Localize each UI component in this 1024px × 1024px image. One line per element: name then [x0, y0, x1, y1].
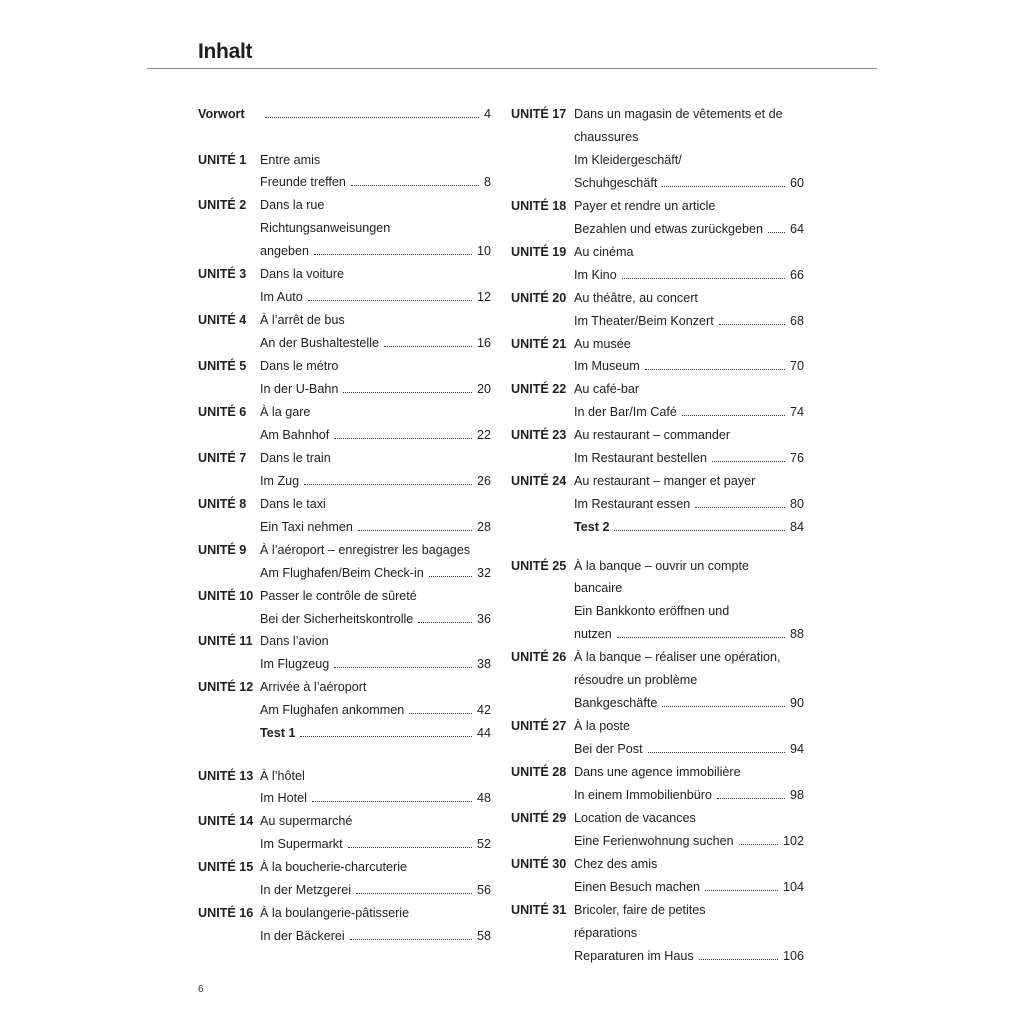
dot-leader [356, 892, 472, 894]
entry-title: In der Bar/Im Café [574, 405, 677, 420]
toc-entry-german [260, 517, 491, 537]
entry-title: In einem Immobilienbüro [574, 788, 712, 802]
dot-leader [719, 323, 785, 325]
unit-german-title-line [511, 150, 804, 170]
unit-french-title-line [198, 540, 491, 560]
page-number: 6 [198, 984, 204, 995]
dot-leader [622, 277, 785, 279]
unit-label: UNITÉ 30 [511, 856, 567, 871]
toc-entry-german [260, 425, 491, 445]
entry-page-number: 44 [476, 726, 491, 741]
toc-entry-german [574, 356, 804, 376]
entry-page-number: 94 [789, 742, 804, 757]
dot-leader [312, 800, 472, 802]
dot-leader [308, 299, 472, 301]
entry-title: Bei der Post [574, 742, 643, 757]
unit-label: UNITÉ 28 [511, 765, 567, 780]
toc-entry-german [260, 926, 491, 946]
toc-entry-german [574, 693, 804, 713]
unit-german-title-line [511, 601, 804, 621]
unit-german-title-line [511, 402, 804, 422]
unit-label: UNITÉ 9 [198, 542, 247, 557]
unit-german-title: Richtungsanweisungen [260, 221, 391, 236]
entry-page-number: 38 [476, 657, 491, 672]
entry-page-number: 26 [476, 473, 491, 488]
unit-german-title-line [511, 946, 804, 966]
unit-french-title: Au musée [574, 336, 631, 351]
dot-leader [682, 414, 785, 416]
unit-label: UNITÉ 14 [198, 814, 254, 829]
entry-page-number: 80 [789, 497, 804, 512]
toc-entry-german [574, 877, 804, 897]
unit-german-title-line [198, 654, 491, 674]
unit-french-title: Dans la voiture [260, 267, 344, 282]
unit-label: UNITÉ 19 [511, 244, 567, 259]
entry-page-number: 10 [476, 244, 491, 259]
unit-french-title: Au café-bar [574, 382, 640, 397]
entry-title: Im Auto [260, 290, 303, 305]
entry-page-number: 28 [476, 519, 491, 534]
dot-leader [384, 345, 472, 347]
unit-french-title: À l’hôtel [260, 768, 305, 783]
unit-label: UNITÉ 5 [198, 359, 247, 374]
unit-german-title-line [198, 609, 491, 629]
entry-page-number: 42 [476, 703, 491, 718]
unit-german-title-line [511, 311, 804, 331]
unit-french-title-line [198, 448, 491, 468]
toc-entry-german [260, 287, 491, 307]
unit-french-title-line [511, 425, 804, 445]
dot-leader [334, 437, 472, 439]
toc-entry-german [260, 834, 491, 854]
unit-french-title-line [198, 195, 491, 215]
dot-leader [705, 889, 778, 891]
entry-page-number: 76 [789, 451, 804, 466]
unit-label: UNITÉ 15 [198, 860, 254, 875]
entry-page-number: 48 [476, 791, 491, 806]
unit-french-title: Dans le train [260, 450, 331, 465]
toc-entry-test [260, 723, 491, 743]
unit-french-title-line [198, 494, 491, 514]
toc-entry-german [260, 609, 491, 629]
unit-french-title: Dans une agence immobilière [574, 765, 741, 780]
dot-leader [429, 575, 472, 577]
unit-french-title-line [511, 242, 804, 262]
unit-french-title-line [511, 900, 804, 920]
dot-leader [717, 797, 785, 799]
unit-french-title: Dans le métro [260, 359, 339, 374]
entry-title: Test 1 [260, 726, 296, 741]
unit-french-title: À la gare [260, 404, 311, 419]
unit-french-title-line [511, 196, 804, 216]
unit-french-title-line [198, 766, 491, 786]
unit-french-title: À l’aéroport – enregistrer les bagages [260, 542, 471, 557]
unit-label: UNITÉ 21 [511, 336, 567, 351]
unit-label: UNITÉ 25 [511, 558, 567, 573]
entry-page-number: 8 [483, 175, 491, 190]
unit-french-title: À l’arrêt de bus [260, 313, 345, 328]
entry-page-number: 12 [476, 290, 491, 305]
unit-label: UNITÉ 31 [511, 902, 567, 917]
toc-entry-preface [260, 104, 491, 124]
dot-leader [695, 506, 785, 508]
unit-french-title: Dans l’avion [260, 634, 329, 649]
entry-title: Bezahlen und etwas zurückgeben [574, 221, 764, 236]
unit-german-title-line [511, 219, 804, 239]
unit-french-title: À la banque – réaliser une opération, [574, 650, 781, 665]
entry-page-number: 36 [476, 611, 491, 626]
unit-french-title-line [511, 556, 804, 576]
toc-entry-german [260, 880, 491, 900]
entry-title: Im Theater/Beim Konzert [574, 313, 714, 328]
entry-title: Einen Besuch machen [574, 879, 701, 894]
toc-entry-german [574, 311, 804, 331]
unit-german-title-line [198, 379, 491, 399]
dot-leader [617, 636, 785, 638]
unit-french-title-line [511, 288, 804, 308]
entry-title: An der Bushaltestelle [260, 336, 380, 351]
unit-german-title-line [198, 172, 491, 192]
entry-title: Am Flughafen ankommen [260, 703, 405, 718]
unit-french-title-line [511, 127, 804, 147]
dot-leader [348, 846, 472, 848]
unit-french-title-line [198, 402, 491, 422]
toc-line [198, 723, 491, 743]
entry-page-number: 66 [789, 267, 804, 282]
unit-german-title-line [198, 788, 491, 808]
unit-french-title: Au supermarché [260, 814, 353, 829]
unit-french-title-line [198, 586, 491, 606]
entry-title: Am Flughafen/Beim Check-in [260, 565, 424, 580]
entry-title: Eine Ferienwohnung suchen [574, 833, 734, 848]
unit-french-title-line [198, 857, 491, 877]
unit-french-title-line [198, 356, 491, 376]
entry-title: Test 2 [574, 520, 610, 535]
unit-german-title-line [198, 241, 491, 261]
dot-leader [265, 116, 479, 118]
unit-french-title: Location de vacances [574, 810, 696, 825]
entry-page-number: 106 [782, 948, 804, 963]
dot-leader [409, 712, 472, 714]
toc-entry-german [260, 241, 491, 261]
unit-french-title: réparations [574, 925, 638, 940]
dot-leader [648, 751, 785, 753]
unit-label: UNITÉ 16 [198, 906, 254, 921]
entry-title: Im Museum [574, 359, 640, 374]
entry-page-number: 16 [476, 336, 491, 351]
unit-french-title-line [198, 310, 491, 330]
preface-label: Vorwort [198, 107, 245, 121]
unit-french-title: chaussures [574, 129, 639, 144]
unit-label: UNITÉ 23 [511, 428, 567, 443]
entry-title: Bankgeschäfte [574, 696, 658, 711]
unit-german-title-line [198, 333, 491, 353]
unit-french-title: À la poste [574, 719, 631, 734]
unit-french-title: Au cinéma [574, 244, 634, 259]
toc-entry-german [574, 448, 804, 468]
unit-german-title-line [511, 831, 804, 851]
unit-french-title: Dans la rue [260, 198, 325, 213]
unit-label: UNITÉ 3 [198, 267, 247, 282]
unit-german-title-line [198, 218, 491, 238]
unit-french-title: Arrivée à l’aéroport [260, 680, 367, 695]
unit-german-title-line [198, 471, 491, 491]
entry-title: Schuhgeschäft [574, 175, 658, 190]
unit-label: UNITÉ 2 [198, 198, 247, 213]
unit-german-title: Ein Bankkonto eröffnen und [574, 604, 730, 619]
unit-french-title: Au théâtre, au concert [574, 290, 698, 305]
dot-leader [300, 735, 472, 737]
toc-entry-test [574, 517, 804, 537]
toc-entry-german [574, 785, 804, 805]
toc-entry-german [260, 471, 491, 491]
unit-french-title: Au restaurant – manger et payer [574, 474, 756, 489]
entry-title: In der Bäckerei [260, 929, 345, 944]
unit-french-title: À la banque – ouvrir un compte [574, 558, 750, 573]
unit-french-title: bancaire [574, 581, 623, 596]
entry-page-number: 102 [782, 833, 804, 848]
toc-entry-german [260, 379, 491, 399]
entry-page-number: 98 [789, 788, 804, 802]
entry-title: Reparaturen im Haus [574, 948, 694, 963]
entry-page-number: 88 [789, 627, 804, 642]
dot-leader [699, 958, 778, 960]
toc-entry-german [574, 831, 804, 851]
entry-title: Im Restaurant essen [574, 497, 691, 512]
unit-german-title-line [198, 700, 491, 720]
unit-label: UNITÉ 1 [198, 152, 247, 167]
unit-german-title-line [511, 785, 804, 805]
unit-french-title-line [511, 923, 804, 943]
toc-line [511, 517, 804, 537]
unit-french-title: Chez des amis [574, 856, 658, 871]
entry-title: Bei der Sicherheitskontrolle [260, 611, 414, 626]
toc-entry-german [574, 402, 804, 422]
unit-french-title-line [511, 471, 804, 491]
unit-label: UNITÉ 8 [198, 496, 247, 511]
entry-title: In der U-Bahn [260, 382, 339, 396]
unit-german-title-line [511, 173, 804, 193]
entry-page-number: 56 [476, 883, 491, 898]
entry-title: Freunde treffen [260, 175, 346, 190]
unit-french-title-line [198, 677, 491, 697]
unit-french-title: Dans le taxi [260, 496, 326, 511]
entry-page-number: 52 [476, 837, 491, 852]
toc-entry-german [260, 563, 491, 583]
unit-label: UNITÉ 17 [511, 107, 567, 121]
unit-label: UNITÉ 11 [198, 634, 253, 649]
dot-leader [351, 184, 479, 186]
toc-entry-german [574, 265, 804, 285]
unit-french-title-line [198, 631, 491, 651]
unit-label: UNITÉ 12 [198, 680, 254, 695]
unit-french-title-line [511, 578, 804, 598]
unit-french-title: À la boucherie-charcuterie [260, 860, 408, 875]
entry-title: Im Restaurant bestellen [574, 451, 708, 466]
unit-french-title-line [511, 104, 804, 124]
entry-title: Im Kino [574, 267, 617, 282]
unit-french-title: Bricoler, faire de petites [574, 902, 706, 917]
unit-label: UNITÉ 20 [511, 290, 567, 305]
dot-leader [358, 529, 472, 531]
unit-german-title-line [198, 834, 491, 854]
unit-french-title: Entre amis [260, 152, 321, 167]
unit-german-title-line [511, 877, 804, 897]
unit-german-title-line [511, 265, 804, 285]
toc-entry-german [574, 946, 804, 966]
toc-entry-german [574, 624, 804, 644]
dot-leader [662, 705, 785, 707]
toc-entry-german [260, 654, 491, 674]
entry-page-number: 84 [789, 520, 804, 535]
toc-entry-german [574, 173, 804, 193]
unit-german-title-line [198, 880, 491, 900]
unit-french-title-line [511, 854, 804, 874]
unit-german-title-line [198, 517, 491, 537]
dot-leader [350, 938, 472, 940]
toc-entry-german [260, 333, 491, 353]
toc-entry-german [260, 788, 491, 808]
dot-leader [614, 529, 785, 531]
toc-entry-german [574, 494, 804, 514]
unit-french-title-line [511, 762, 804, 782]
entry-title: Im Hotel [260, 791, 307, 806]
unit-french-title-line [511, 334, 804, 354]
unit-french-title-line [511, 670, 804, 690]
entry-page-number: 104 [782, 879, 804, 894]
entry-title: Am Bahnhof [260, 427, 330, 442]
unit-french-title: À la boulangerie-pâtisserie [260, 906, 410, 921]
entry-title: Im Supermarkt [260, 837, 343, 852]
dot-leader [334, 666, 472, 668]
unit-french-title-line [198, 150, 491, 170]
unit-french-title: résoudre un problème [574, 673, 698, 688]
entry-page-number: 4 [483, 107, 491, 121]
unit-french-title-line [511, 379, 804, 399]
unit-label: UNITÉ 27 [511, 719, 567, 734]
unit-label: UNITÉ 24 [511, 474, 567, 489]
unit-french-title: Passer le contrôle de sûreté [260, 588, 417, 603]
dot-leader [645, 368, 785, 370]
entry-page-number: 74 [789, 405, 804, 420]
title-divider [147, 68, 877, 69]
entry-page-number: 64 [789, 221, 804, 236]
toc-entry-german [260, 700, 491, 720]
unit-german-title-line [511, 494, 804, 514]
unit-german-title-line [511, 624, 804, 644]
toc-line [198, 104, 491, 124]
dot-leader [418, 621, 472, 623]
unit-label: UNITÉ 26 [511, 650, 567, 665]
unit-label: UNITÉ 10 [198, 588, 254, 603]
entry-title: Im Zug [260, 473, 300, 488]
unit-french-title-line [198, 903, 491, 923]
unit-french-title-line [511, 716, 804, 736]
entry-title: In der Metzgerei [260, 883, 351, 898]
dot-leader [739, 843, 778, 845]
entry-page-number: 20 [476, 382, 491, 396]
unit-german-title-line [198, 287, 491, 307]
entry-page-number: 70 [789, 359, 804, 374]
unit-german-title-line [511, 693, 804, 713]
toc-entry-german [260, 172, 491, 192]
entry-title: Ein Taxi nehmen [260, 519, 353, 534]
entry-page-number: 90 [789, 696, 804, 711]
unit-german-title-line [511, 356, 804, 376]
unit-label: UNITÉ 7 [198, 450, 247, 465]
unit-label: UNITÉ 4 [198, 313, 247, 328]
unit-german-title-line [511, 739, 804, 759]
toc-entry-german [574, 219, 804, 239]
entry-page-number: 60 [789, 175, 804, 190]
dot-leader [662, 185, 785, 187]
unit-label: UNITÉ 13 [198, 768, 254, 783]
unit-french-title: Payer et rendre un article [574, 198, 716, 213]
unit-french-title-line [511, 808, 804, 828]
unit-german-title-line [511, 448, 804, 468]
unit-label: UNITÉ 22 [511, 382, 567, 397]
toc-entry-german [574, 739, 804, 759]
unit-german-title-line [198, 926, 491, 946]
unit-french-title: Au restaurant – commander [574, 428, 731, 443]
entry-page-number: 32 [476, 565, 491, 580]
unit-french-title-line [511, 647, 804, 667]
unit-label: UNITÉ 6 [198, 404, 247, 419]
entry-title: nutzen [574, 627, 612, 642]
unit-french-title: Dans un magasin de vêtements et de [574, 107, 783, 121]
unit-french-title-line [198, 811, 491, 831]
entry-page-number: 68 [789, 313, 804, 328]
dot-leader [304, 483, 472, 485]
entry-title: angeben [260, 244, 310, 259]
unit-label: UNITÉ 29 [511, 810, 567, 825]
dot-leader [768, 231, 785, 233]
page-title: Inhalt [198, 40, 253, 63]
entry-page-number: 22 [476, 427, 491, 442]
entry-title: Im Flugzeug [260, 657, 330, 672]
unit-label: UNITÉ 18 [511, 198, 567, 213]
unit-german-title-line [198, 563, 491, 583]
dot-leader [712, 460, 785, 462]
dot-leader [314, 253, 472, 255]
unit-german-title: Im Kleidergeschäft/ [574, 152, 682, 167]
unit-french-title-line [198, 264, 491, 284]
entry-page-number: 58 [476, 929, 491, 944]
unit-german-title-line [198, 425, 491, 445]
dot-leader [343, 391, 472, 393]
